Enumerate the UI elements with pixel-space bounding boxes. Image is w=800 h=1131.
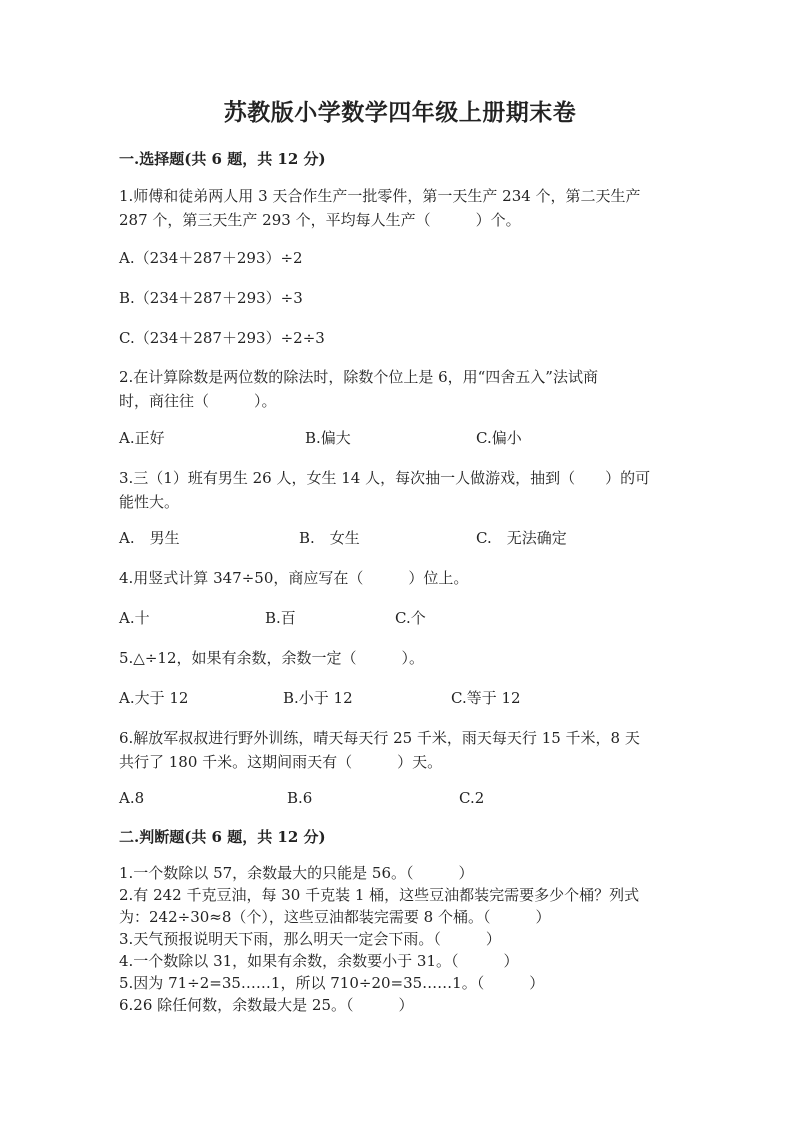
option-row	[119, 606, 679, 630]
page-title: 苏教版小学数学四年级上册期末卷	[223, 99, 577, 126]
option-row	[119, 786, 679, 810]
question-4	[119, 566, 679, 590]
judgement-item: 1.一个数除以 57，余数最大的只能是 56。（ ）	[119, 864, 474, 882]
option-c[interactable]: C.2	[459, 789, 485, 807]
option-b[interactable]: B.小于 12	[283, 689, 353, 707]
judgement-item: 5.因为 71÷2=35……1，所以 710÷20=35……1。（ ）	[119, 974, 545, 992]
question-text-line: 时，商往往（ ）。	[119, 392, 277, 410]
option-row	[119, 326, 679, 350]
question-text-line: 6.解放军叔叔进行野外训练，晴天每天行 25 千米，雨天每天行 15 千米，8 天	[119, 729, 640, 747]
option-a[interactable]: A. 男生	[119, 529, 180, 547]
question-text-line: 287 个，第三天生产 293 个，平均每人生产（ ）个。	[119, 211, 521, 229]
question-text-line: 2.在计算除数是两位数的除法时，除数个位上是 6，用“四舍五入”法试商	[119, 368, 598, 386]
judgement-item: 4.一个数除以 31，如果有余数，余数要小于 31。（ ）	[119, 952, 519, 970]
option-b[interactable]: B. 女生	[299, 529, 360, 547]
option-c[interactable]: C.个	[395, 609, 426, 627]
option-row	[119, 286, 679, 310]
question-text-line: 共行了 180 千米。这期间雨天有（ ）天。	[119, 753, 443, 771]
judgement-list	[119, 862, 679, 1016]
option-a[interactable]: A.大于 12	[119, 689, 189, 707]
section-1-heading: 一.选择题(共 6 题，共 12 分)	[119, 150, 326, 168]
option-row	[119, 426, 679, 450]
question-text-line: 3.三（1）班有男生 26 人，女生 14 人，每次抽一人做游戏，抽到（ ）的可	[119, 469, 651, 487]
question-text-line: 4.用竖式计算 347÷50，商应写在（ ）位上。	[119, 569, 469, 587]
option-a[interactable]: A.（234＋287＋293）÷2	[119, 249, 303, 267]
option-c[interactable]: C.（234＋287＋293）÷2÷3	[119, 329, 325, 347]
judgement-item: 6.26 除任何数，余数最大是 25。（ ）	[119, 996, 414, 1014]
judgement-item: 为：242÷30≈8（个），这些豆油都装完需要 8 个桶。（ ）	[119, 908, 551, 926]
question-text-line: 1.师傅和徒弟两人用 3 天合作生产一批零件，第一天生产 234 个，第二天生产	[119, 187, 641, 205]
option-b[interactable]: B.（234＋287＋293）÷3	[119, 289, 303, 307]
option-row	[119, 526, 679, 550]
judgement-item: 3.天气预报说明天下雨，那么明天一定会下雨。（ ）	[119, 930, 501, 948]
question-3	[119, 466, 679, 514]
option-a[interactable]: A.8	[119, 789, 145, 807]
option-a[interactable]: A.十	[119, 609, 150, 627]
option-c[interactable]: C.偏小	[476, 429, 522, 447]
question-text-line: 5.△÷12，如果有余数，余数一定（ ）。	[119, 649, 425, 667]
question-6	[119, 726, 679, 774]
option-row	[119, 246, 679, 270]
option-b[interactable]: B.偏大	[305, 429, 351, 447]
option-b[interactable]: B.百	[265, 609, 296, 627]
section-2-heading: 二.判断题(共 6 题，共 12 分)	[119, 828, 326, 846]
question-text-line: 能性大。	[119, 493, 180, 511]
option-row	[119, 686, 679, 710]
judgement-item: 2.有 242 千克豆油，每 30 千克装 1 桶，这些豆油都装完需要多少个桶？列式	[119, 886, 640, 904]
question-2	[119, 365, 679, 413]
question-5	[119, 646, 679, 670]
question-1	[119, 184, 679, 232]
option-a[interactable]: A.正好	[119, 429, 165, 447]
option-b[interactable]: B.6	[287, 789, 313, 807]
option-c[interactable]: C. 无法确定	[476, 529, 567, 547]
option-c[interactable]: C.等于 12	[451, 689, 521, 707]
